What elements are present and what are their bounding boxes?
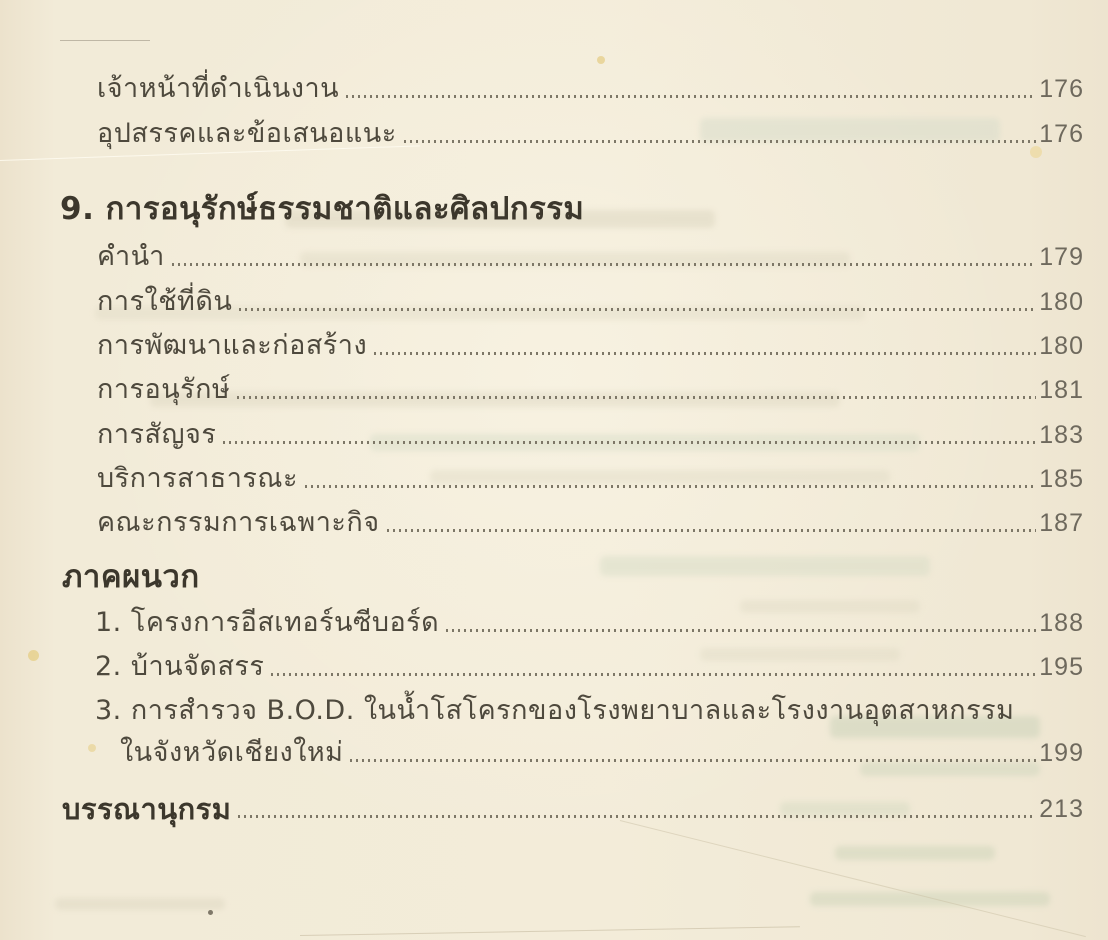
dot-leader [387, 529, 1037, 532]
toc-entry-page-number: 195 [1039, 653, 1084, 681]
toc-entry [97, 418, 1084, 452]
dot-leader [374, 352, 1036, 355]
toc-entry-label: การสัญจร [97, 419, 217, 450]
toc-entry [97, 329, 1084, 363]
dot-leader [350, 759, 1036, 762]
toc-entry [97, 117, 1084, 151]
toc-entry-page-number: 176 [1039, 75, 1084, 103]
toc-entry [95, 606, 1084, 640]
paper-scratch [300, 926, 800, 936]
dot-leader [271, 673, 1036, 676]
toc-entry-label: การอนุรักษ์ [97, 374, 231, 405]
dot-leader [305, 485, 1036, 488]
dot-leader [239, 308, 1036, 311]
toc-entry-label-line1: 3. การสำรวจ B.O.D. ในน้ำโสโครกของโรงพยาบาลและโรงงานอุตสาหกรรม [95, 695, 1015, 726]
dot-leader [404, 140, 1037, 143]
toc-entry [95, 650, 1084, 684]
toc-entry-page-number: 180 [1039, 332, 1084, 360]
dot-leader [346, 95, 1036, 98]
toc-entry-label: การพัฒนาและก่อสร้าง [97, 330, 368, 361]
toc-entry [97, 240, 1084, 274]
toc-entry-label: คำนำ [97, 241, 165, 272]
bleed-through-ghost [600, 556, 930, 576]
toc-entry-page-number: 187 [1039, 509, 1084, 537]
bleed-through-ghost [810, 892, 1050, 906]
dot-leader [172, 263, 1036, 266]
toc-entry-label: การใช้ที่ดิน [97, 286, 233, 317]
toc-entry [97, 462, 1084, 496]
chapter-9-heading: 9. การอนุรักษ์ธรรมชาติและศิลปกรรม [60, 191, 585, 227]
toc-entry-page-number: 183 [1039, 421, 1084, 449]
bleed-through-ghost [835, 846, 995, 860]
toc-entry [120, 736, 1084, 770]
dot-leader [237, 396, 1036, 399]
toc-entry-page-number: 180 [1039, 288, 1084, 316]
paper-speck [88, 744, 96, 752]
toc-entry-label: อุปสรรคและข้อเสนอแนะ [97, 118, 397, 149]
paper-scratch [60, 40, 150, 41]
toc-entry-page-number: 188 [1039, 609, 1084, 637]
bibliography-label: บรรณานุกรม [62, 792, 232, 826]
toc-entry-page-number: 176 [1039, 120, 1084, 148]
toc-entry-label-line2: ในจังหวัดเชียงใหม่ [120, 737, 344, 768]
bleed-through-ghost [55, 898, 225, 910]
paper-speck [28, 650, 39, 661]
toc-entry-label: บริการสาธารณะ [97, 463, 298, 494]
toc-entry-page-number: 185 [1039, 465, 1084, 493]
toc-entry [97, 72, 1084, 106]
dot-leader [446, 629, 1036, 632]
paper-speck [208, 910, 213, 915]
toc-entry-bibliography [62, 792, 1084, 826]
toc-entry [97, 506, 1084, 540]
dot-leader [223, 441, 1036, 444]
toc-entry-page-number: 179 [1039, 243, 1084, 271]
toc-entry-page-number: 213 [1039, 795, 1084, 823]
paper-speck [597, 56, 605, 64]
toc-entry [97, 285, 1084, 319]
toc-entry-label: 2. บ้านจัดสรร [95, 651, 265, 682]
toc-entry-label: 1. โครงการอีสเทอร์นซีบอร์ด [95, 607, 440, 638]
dot-leader [238, 815, 1036, 818]
toc-entry-label: คณะกรรมการเฉพาะกิจ [97, 507, 380, 538]
toc-entry [97, 373, 1084, 407]
toc-entry-page-number: 199 [1039, 739, 1084, 767]
toc-entry-page-number: 181 [1039, 376, 1084, 404]
paper-scratch [620, 820, 1086, 937]
appendix-heading: ภาคผนวก [62, 559, 200, 595]
toc-entry-label: เจ้าหน้าที่ดำเนินงาน [97, 73, 340, 104]
